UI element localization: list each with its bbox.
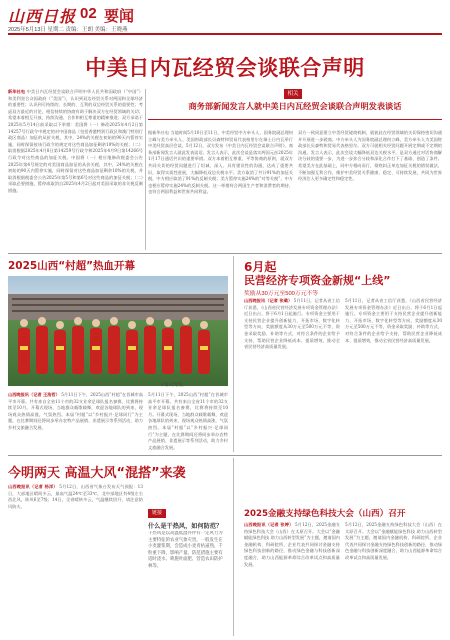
football-lead: 山西晚报讯（记者 王浩哲） (8, 392, 60, 397)
column-divider (145, 89, 146, 250)
policy-story-column-2: 5月11日，记者从省工信厅获悉，《山西省民营经济发展专项资金管理办法》近日出台，将于6月1日起施行。专项资金主要用于支持民营企业提升创新能力、开拓市场、数字化转型等方向，奖励额度从30万元至500万元不等，资金采取奖励、补助等方式，对符合条件的企业给予支持，帮助民营企业降低成本、提质增效，推动全省民营经济高质量发展。 (345, 298, 442, 343)
finance-story-column-1 (244, 522, 340, 636)
football-story-column-1 (8, 392, 143, 452)
section-divider (8, 253, 442, 254)
subhead-rule (148, 119, 442, 120)
policy-headline-line-2: 民营经济专项资金新规“上线” (244, 274, 391, 287)
weather-headline: 今明两天 高温大风“混搭”来袭 (8, 466, 186, 481)
football-photo (8, 276, 228, 386)
weather-lead: 山西晚报讯（记者 杨洋） (8, 484, 58, 489)
finance-story-column-2: 5月12日，2025金融支持绿色科技大会（山西）在太原召开。大会以“金融赋能绿色科技 助力山西转型发展”为主题，邀请国内金融机构、科研院所、企业代表共同探讨金融支持绿色科技创新的路径，推动绿色金融与科技创新深度融合，助力山西能源革命综合改革试点和高质量发展。 (345, 522, 442, 560)
related-tag: 相关 (284, 89, 302, 99)
photo-caption: 开幕式现场。 (160, 382, 187, 387)
main-story-dateline: 新华社电 (8, 89, 26, 94)
policy-headline-line-1: 6月起 (244, 260, 277, 274)
finance-text: 5月12日，2025金融支持绿色科技大会（山西）在太原召开。大会以“金融赋能绿色科技 助力山西转型发展”为主题，邀请国内金融机构、科研院所、企业代表共同探讨金融支持绿色科技创新的路径，推动绿色金融与科技创新深度融合，助力山西能源革命综合改革试点和高质量发展。 (244, 522, 340, 567)
issue-dateline: 2025年5月13日 星期二 责编：王朗 美编：王晓燕 (8, 27, 128, 33)
football-headline: 2025山西“村超”热血开幕 (8, 260, 136, 272)
stadium-crowd-image (8, 276, 228, 386)
finance-lead: 山西晚报讯（记者 张婷） (244, 522, 294, 527)
related-subhead: 商务部新闻发言人就中美日内瓦经贸会谈联合声明发表谈话 (188, 102, 402, 111)
finance-headline: 2025金融支持绿色科技大会（山西）召开 (244, 509, 406, 519)
masthead (8, 4, 442, 32)
link-tag: 链接 (148, 509, 166, 518)
explainer-text: 干热风是以高温低湿并伴有一定风力为主要特征的农业气象灾害，一般发生在小麦灌浆期，会造成小麦青枯逼熟，千粒重下降，影响产量。防范措施主要有适时浇水、喷施叶面肥、营造农田防护林等。 (148, 531, 223, 569)
section-divider (8, 455, 442, 456)
weather-text: 5月12日，山西省气象台发布天气预报：13日，大部地区晴间多云，最高气温24℃至33℃，北中部地区有4级左右西北风，阵风6至7级；14日，全省晴转多云，气温继续回升，请注意防风防火。 (8, 484, 143, 509)
main-story-text: 中美日内瓦经贸会谈联合声明中华人民共和国政府（“中国”）和美利坚合众国政府（“美国”），认识到双边经贸关系对两国和全球经济的重要性；认识到可持续的、长期的、互利的双边经贸关系的重要性；考虑双方最近的讨论，相信持续的协商有助于解决双方在经贸领域的关切；希望本着相互开放、持续沟通、合作和相互尊重的精神推进；双方承诺于2025年5月14日前采取以下举措：美国将（一）修改2025年4月2日第14257号行政令中规定的对中国商品（包括香港特别行政区和澳门特别行政区商品）加征的从价关税，其中，24%的关税在初始的90天内暂停实施，同时保留按该行政令的规定对这些商品加征剩余10%的关税；（二）取消根据2025年4月8日第14259号行政令和2025年4月9日第14266号行政令对这些商品的加征关税。中国将（一）相应地修改税委会公告2025年第4号规定的对美国商品加征的从价关税，其中，24%的关税在初始的90天内暂停实施，同时保留对这些商品加征剩余10%的关税，并取消根据税委会公告2025年第5号和第6号对这些商品的加征关税；（二）采取必要措施，暂停或取消自2025年4月2日起对美国采取的非关税反制措施。 (8, 89, 143, 193)
explainer-title: 什么是干热风，如何防范？ (148, 523, 223, 530)
column-divider (233, 458, 234, 636)
page-number: 02 (80, 5, 97, 22)
section-title: 要闻 (104, 8, 135, 25)
football-story-column-2: 5月11日下午，2025山西“村超”在晋城市高平市开幕。共有来自全省11个市的32支业余足球队报名参赛，比赛将持续至10月。开幕式现场，当地群众载歌载舞，欢迎各地球队的到来，现场观众热情高涨，气氛热烈。本届“村超”以“乡村振兴·足球同行”为主题，在比赛期间还将同步举办农特产品展销、非遗展示等系列活动，助力乡村文旅融合发展。 (148, 392, 228, 450)
related-story-column-2: 双方一致同意建立中美经贸磋商机制，就彼此在经贸领域的关切保持密切沟通并开展进一步磋商。中方牵头人为国务院副总理何立峰，美方牵头人为美国财政部长贝森特和贸易代表格里尔。双方可就相关经贸问题开展定期或不定期的沟通。发言人表示，此次会谈大幅降低双边关税水平，是双方通过对话协商解决分歧的重要一步，为进一步弥合分歧和深化合作打下了基础、创造了条件。希望美方在此基础上，同中方相向而行，彻底纠正单边加征关税的错误做法，不断加强互利合作，维护中美经贸关系健康、稳定、可持续发展，共同为世界经济注入更多确定性和稳定性。 (298, 130, 442, 182)
football-text: 5月11日下午，2025山西“村超”在晋城市高平市开幕。共有来自全省11个市的32支业余足球队报名参赛，比赛将持续至10月。开幕式现场，当地群众载歌载舞，欢迎各地球队的到来，现场观众热情高涨，气氛热烈。本届“村超”以“乡村振兴·足球同行”为主题，在比赛期间还将同步举办农特产品展销、非遗展示等系列活动，助力乡村文旅融合发展。 (8, 392, 143, 430)
newspaper-logo: 山西日报 (8, 7, 77, 26)
column-divider (233, 256, 234, 452)
related-story-column-1: 据新华社电 当地时间5月10日至11日，中美经贸中方牵头人、国务院副总理何立峰与美方牵头人、美国财政部长贝森特和贸易代表格里尔在瑞士日内瓦举行中美经贸高层会谈。5月12日，双方发布《中美日内瓦经贸会谈联合声明》。商务部新闻发言人就此发表谈话。发言人表示，此次会谈是落实两国元首2025年1月17日通话共识的重要举措。双方本着相互尊重、平等协商的原则，就双方共同关切的经贸问题进行了坦诚、深入、具有建设性的沟通，达成了重要共识，取得实质性进展，大幅降低双边关税水平。美方取消了共计91%的加征关税，中方相应取消了91%的反制关税；美方暂停实施24%的“对等关税”，中方也相应暂停实施24%的反制关税。这一举措符合两国生产者和消费者的期待，也符合两国利益和世界共同利益。 (148, 130, 293, 195)
policy-subline: 奖励从30万元至500万元不等 (244, 291, 319, 297)
policy-text: 5月11日，记者从省工信厅获悉，《山西省民营经济发展专项资金管理办法》近日出台，将于6月1日起施行。专项资金主要用于支持民营企业提升创新能力、开拓市场、数字化转型等方向，奖励额度从30万元至500万元不等，资金采取奖励、补助等方式，对符合条件的企业给予支持，帮助民营企业降低成本、提质增效，推动全省民营经济高质量发展。 (244, 298, 340, 350)
main-story-column-1 (8, 89, 143, 250)
weather-story-column (8, 484, 143, 636)
policy-story-column-1 (244, 298, 340, 452)
main-headline: 中美日内瓦经贸会谈联合声明 (85, 56, 365, 80)
masthead-rule (8, 33, 442, 35)
policy-lead: 山西晚报讯（记者 张璐） (244, 298, 293, 303)
